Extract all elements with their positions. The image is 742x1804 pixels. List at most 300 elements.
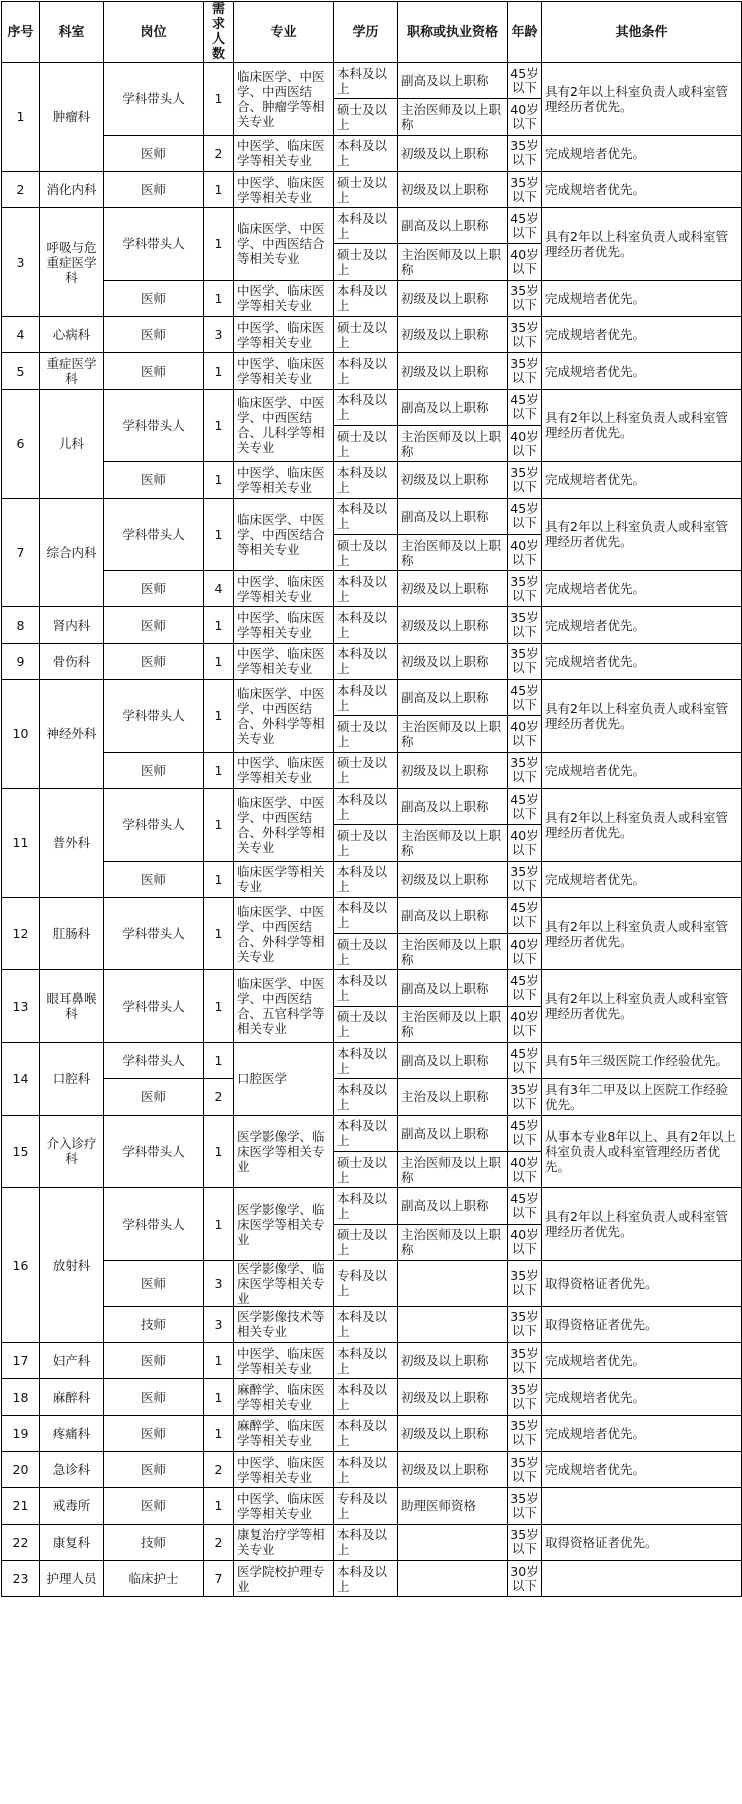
table-cell: 技师 [104,1306,204,1342]
table-row [2,607,742,643]
table-cell: 1 [204,1488,234,1524]
table-cell: 21 [2,1488,40,1524]
table-cell: 20 [2,1451,40,1487]
table-cell: 副高及以上职称 [398,208,508,244]
table-row [2,389,742,425]
table-cell: 35岁以下 [508,1451,542,1487]
table-cell: 本科及以上 [334,1306,398,1342]
table-cell: 初级及以上职称 [398,571,508,607]
table-cell: 初级及以上职称 [398,643,508,679]
header-headcount: 需求人数 [204,2,234,63]
table-cell: 医师 [104,1488,204,1524]
table-cell: 1 [204,607,234,643]
table-cell: 硕士及以上 [334,752,398,788]
table-cell: 医师 [104,135,204,171]
table-cell: 本科及以上 [334,1524,398,1560]
table-cell: 学科带头人 [104,389,204,462]
table-cell: 1 [204,1415,234,1451]
table-cell: 副高及以上职称 [398,63,508,99]
table-cell: 本科及以上 [334,1451,398,1487]
table-cell: 硕士及以上 [334,99,398,135]
table-cell: 35岁以下 [508,1343,542,1379]
table-cell: 1 [204,208,234,281]
table-cell: 硕士及以上 [334,1006,398,1042]
table-cell: 35岁以下 [508,1306,542,1342]
table-cell: 放射科 [40,1188,104,1343]
table-body [2,63,742,1597]
table-cell: 硕士及以上 [334,171,398,207]
table-cell: 主治医师及以上职称 [398,1151,508,1187]
table-header [2,2,742,63]
table-cell: 具有2年以上科室负责人或科室管理经历者优先。 [542,498,742,571]
table-cell: 35岁以下 [508,752,542,788]
table-cell: 中医学、临床医学等相关专业 [234,1488,334,1524]
recruitment-table [1,1,742,1597]
table-cell: 1 [204,462,234,498]
table-cell: 17 [2,1343,40,1379]
table-cell: 完成规培者优先。 [542,752,742,788]
table-cell: 取得资格证者优先。 [542,1260,742,1306]
table-cell: 医师 [104,280,204,316]
table-cell: 儿科 [40,389,104,498]
table-cell: 本科及以上 [334,135,398,171]
table-cell: 完成规培者优先。 [542,171,742,207]
table-cell: 本科及以上 [334,462,398,498]
table-cell: 具有2年以上科室负责人或科室管理经历者优先。 [542,897,742,970]
table-cell: 医学影像学、临床医学等相关专业 [234,1188,334,1261]
table-cell: 具有3年二甲及以上医院工作经验优先。 [542,1079,742,1115]
table-cell: 1 [204,171,234,207]
table-cell: 从事本专业8年以上、具有2年以上科室负责人或科室管理经历者优先。 [542,1115,742,1188]
table-cell: 30岁以下 [508,1560,542,1596]
header-major: 专业 [234,2,334,63]
table-cell [398,1306,508,1342]
table-cell: 35岁以下 [508,462,542,498]
table-cell: 40岁以下 [508,425,542,461]
table-cell: 完成规培者优先。 [542,1451,742,1487]
table-cell: 40岁以下 [508,1224,542,1260]
table-cell: 初级及以上职称 [398,1343,508,1379]
table-row [2,1415,742,1451]
table-cell: 具有2年以上科室负责人或科室管理经历者优先。 [542,680,742,753]
table-cell: 硕士及以上 [334,1151,398,1187]
table-cell: 中医学、临床医学等相关专业 [234,280,334,316]
table-cell: 主治医师及以上职称 [398,934,508,970]
table-cell: 医师 [104,643,204,679]
table-cell: 中医学、临床医学等相关专业 [234,643,334,679]
table-cell: 完成规培者优先。 [542,1343,742,1379]
table-cell: 本科及以上 [334,1188,398,1224]
table-cell: 40岁以下 [508,1006,542,1042]
table-row [2,897,742,933]
table-cell: 初级及以上职称 [398,317,508,353]
table-row [2,788,742,824]
table-cell: 本科及以上 [334,1415,398,1451]
table-cell: 完成规培者优先。 [542,280,742,316]
table-cell: 学科带头人 [104,970,204,1043]
table-row [2,353,742,389]
table-cell: 医学院校护理专业 [234,1560,334,1596]
table-cell: 9 [2,643,40,679]
table-cell: 本科及以上 [334,208,398,244]
table-cell: 1 [204,1343,234,1379]
table-cell: 口腔医学 [234,1043,334,1116]
recruitment-table-wrap [1,1,742,1597]
table-cell: 16 [2,1188,40,1343]
table-cell: 完成规培者优先。 [542,1379,742,1415]
table-cell: 13 [2,970,40,1043]
table-row [2,970,742,1006]
table-cell: 医学影像技术等相关专业 [234,1306,334,1342]
table-cell: 主治医师及以上职称 [398,1224,508,1260]
table-cell: 普外科 [40,788,104,897]
table-cell: 具有5年三级医院工作经验优先。 [542,1043,742,1079]
table-cell: 主治医师及以上职称 [398,425,508,461]
table-row [2,1115,742,1151]
header-department: 科室 [40,2,104,63]
table-cell: 具有2年以上科室负责人或科室管理经历者优先。 [542,788,742,861]
table-cell: 中医学、临床医学等相关专业 [234,571,334,607]
table-cell: 主治医师及以上职称 [398,244,508,280]
table-cell: 中医学、临床医学等相关专业 [234,462,334,498]
table-cell: 主治医师及以上职称 [398,1006,508,1042]
table-cell: 完成规培者优先。 [542,317,742,353]
table-cell: 35岁以下 [508,861,542,897]
table-cell [398,1560,508,1596]
table-row [2,861,742,897]
header-title: 职称或执业资格 [398,2,508,63]
table-row [2,1379,742,1415]
table-cell: 35岁以下 [508,1260,542,1306]
table-cell: 医师 [104,1451,204,1487]
table-cell: 学科带头人 [104,680,204,753]
table-cell: 7 [2,498,40,607]
table-cell: 具有2年以上科室负责人或科室管理经历者优先。 [542,970,742,1043]
table-cell: 医师 [104,353,204,389]
table-cell: 7 [204,1560,234,1596]
table-row [2,1524,742,1560]
table-cell: 1 [204,1188,234,1261]
table-cell: 中医学、临床医学等相关专业 [234,353,334,389]
table-row [2,208,742,244]
table-cell: 本科及以上 [334,1560,398,1596]
table-cell: 45岁以下 [508,498,542,534]
table-cell: 45岁以下 [508,897,542,933]
table-cell: 医学影像学、临床医学等相关专业 [234,1260,334,1306]
table-cell: 具有2年以上科室负责人或科室管理经历者优先。 [542,1188,742,1261]
table-cell: 医师 [104,1079,204,1115]
table-row [2,1488,742,1524]
table-cell: 35岁以下 [508,1488,542,1524]
table-cell: 本科及以上 [334,607,398,643]
table-row [2,462,742,498]
table-cell: 35岁以下 [508,317,542,353]
table-cell: 学科带头人 [104,897,204,970]
table-cell: 医师 [104,1415,204,1451]
table-cell: 学科带头人 [104,1043,204,1079]
table-cell: 初级及以上职称 [398,607,508,643]
table-cell: 副高及以上职称 [398,1043,508,1079]
table-cell: 1 [204,970,234,1043]
table-cell: 肿瘤科 [40,63,104,172]
table-cell: 40岁以下 [508,534,542,570]
table-cell: 戒毒所 [40,1488,104,1524]
table-cell: 本科及以上 [334,63,398,99]
table-cell: 康复科 [40,1524,104,1560]
table-cell: 妇产科 [40,1343,104,1379]
header-education: 学历 [334,2,398,63]
table-cell: 1 [204,1115,234,1188]
table-cell: 完成规培者优先。 [542,353,742,389]
table-cell: 40岁以下 [508,99,542,135]
table-cell: 45岁以下 [508,389,542,425]
table-cell: 医师 [104,571,204,607]
table-cell: 12 [2,897,40,970]
table-row [2,1343,742,1379]
table-cell: 硕士及以上 [334,244,398,280]
table-cell: 4 [2,317,40,353]
table-cell: 临床医学、中医学、中西医结合、外科学等相关专业 [234,680,334,753]
table-cell: 35岁以下 [508,171,542,207]
table-cell: 疼痛科 [40,1415,104,1451]
table-cell: 主治及以上职称 [398,1079,508,1115]
table-row [2,317,742,353]
table-cell: 综合内科 [40,498,104,607]
table-cell: 硕士及以上 [334,1224,398,1260]
table-cell: 2 [2,171,40,207]
table-cell: 1 [204,788,234,861]
table-cell: 学科带头人 [104,208,204,281]
table-cell: 副高及以上职称 [398,389,508,425]
table-row [2,680,742,716]
table-cell: 临床护士 [104,1560,204,1596]
table-cell: 取得资格证者优先。 [542,1306,742,1342]
table-cell [542,1488,742,1524]
table-cell: 初级及以上职称 [398,1379,508,1415]
table-cell: 学科带头人 [104,1115,204,1188]
table-cell: 15 [2,1115,40,1188]
table-cell: 硕士及以上 [334,716,398,752]
header-row [2,2,742,63]
table-cell: 学科带头人 [104,63,204,136]
table-cell: 麻醉学、临床医学等相关专业 [234,1379,334,1415]
table-cell: 40岁以下 [508,716,542,752]
table-row [2,135,742,171]
table-cell: 具有2年以上科室负责人或科室管理经历者优先。 [542,389,742,462]
table-cell: 完成规培者优先。 [542,462,742,498]
table-cell: 45岁以下 [508,208,542,244]
table-cell: 副高及以上职称 [398,498,508,534]
table-cell: 4 [204,571,234,607]
table-cell: 副高及以上职称 [398,1115,508,1151]
table-cell: 医师 [104,171,204,207]
table-cell: 护理人员 [40,1560,104,1596]
table-cell: 中医学、临床医学等相关专业 [234,317,334,353]
table-cell: 康复治疗学等相关专业 [234,1524,334,1560]
table-cell: 本科及以上 [334,680,398,716]
table-cell: 医师 [104,1343,204,1379]
table-cell: 硕士及以上 [334,534,398,570]
table-cell: 副高及以上职称 [398,680,508,716]
table-cell: 医师 [104,462,204,498]
table-cell: 学科带头人 [104,1188,204,1261]
table-cell: 学科带头人 [104,498,204,571]
table-row [2,1188,742,1224]
table-cell: 主治医师及以上职称 [398,825,508,861]
table-row [2,1560,742,1596]
table-cell: 45岁以下 [508,1188,542,1224]
table-cell: 临床医学等相关专业 [234,861,334,897]
table-cell: 35岁以下 [508,1379,542,1415]
table-cell: 35岁以下 [508,1524,542,1560]
table-cell: 6 [2,389,40,498]
table-cell: 初级及以上职称 [398,1415,508,1451]
table-cell: 麻醉学、临床医学等相关专业 [234,1415,334,1451]
table-row [2,1451,742,1487]
table-cell: 心病科 [40,317,104,353]
table-cell: 医师 [104,1379,204,1415]
table-cell: 初级及以上职称 [398,135,508,171]
table-cell: 医师 [104,861,204,897]
table-cell: 1 [204,389,234,462]
table-cell: 副高及以上职称 [398,970,508,1006]
table-cell: 40岁以下 [508,934,542,970]
table-cell: 临床医学、中医学、中西医结合、肿瘤学等相关专业 [234,63,334,136]
table-cell: 中医学、临床医学等相关专业 [234,607,334,643]
table-cell: 35岁以下 [508,1415,542,1451]
table-cell: 医师 [104,752,204,788]
table-cell: 医师 [104,607,204,643]
table-cell [542,1560,742,1596]
table-cell: 35岁以下 [508,643,542,679]
table-cell: 23 [2,1560,40,1596]
table-cell: 具有2年以上科室负责人或科室管理经历者优先。 [542,63,742,136]
table-cell: 2 [204,135,234,171]
table-cell: 专科及以上 [334,1260,398,1306]
table-cell: 副高及以上职称 [398,788,508,824]
header-age: 年龄 [508,2,542,63]
table-cell: 3 [204,1260,234,1306]
table-cell: 45岁以下 [508,1043,542,1079]
table-cell: 3 [204,1306,234,1342]
table-cell: 医学影像学、临床医学等相关专业 [234,1115,334,1188]
table-cell: 40岁以下 [508,825,542,861]
table-cell: 临床医学、中医学、中西医结合、外科学等相关专业 [234,897,334,970]
table-cell: 主治医师及以上职称 [398,716,508,752]
table-cell: 医师 [104,317,204,353]
table-row [2,1306,742,1342]
table-cell: 本科及以上 [334,1115,398,1151]
table-cell: 3 [2,208,40,317]
table-cell: 口腔科 [40,1043,104,1116]
table-cell: 35岁以下 [508,353,542,389]
header-other: 其他条件 [542,2,742,63]
table-cell: 45岁以下 [508,63,542,99]
table-cell: 初级及以上职称 [398,171,508,207]
table-cell: 临床医学、中医学、中西医结合、外科学等相关专业 [234,788,334,861]
table-cell: 1 [204,861,234,897]
table-cell: 3 [204,317,234,353]
table-cell: 1 [204,1379,234,1415]
table-cell: 本科及以上 [334,1379,398,1415]
table-cell: 技师 [104,1524,204,1560]
table-cell: 1 [2,63,40,172]
table-cell: 1 [204,498,234,571]
table-cell: 医师 [104,1260,204,1306]
table-cell: 本科及以上 [334,571,398,607]
table-cell: 1 [204,643,234,679]
table-cell: 眼耳鼻喉科 [40,970,104,1043]
table-row [2,171,742,207]
table-cell: 14 [2,1043,40,1116]
table-cell: 专科及以上 [334,1488,398,1524]
table-cell: 1 [204,680,234,753]
table-cell: 完成规培者优先。 [542,571,742,607]
table-cell: 本科及以上 [334,861,398,897]
table-cell: 硕士及以上 [334,425,398,461]
table-cell: 本科及以上 [334,280,398,316]
table-cell: 1 [204,63,234,136]
table-cell: 40岁以下 [508,1151,542,1187]
table-cell: 助理医师资格 [398,1488,508,1524]
table-cell: 学科带头人 [104,788,204,861]
table-row [2,643,742,679]
table-cell: 2 [204,1451,234,1487]
table-cell: 中医学、临床医学等相关专业 [234,135,334,171]
table-row [2,1079,742,1115]
header-position: 岗位 [104,2,204,63]
table-cell: 消化内科 [40,171,104,207]
table-cell: 副高及以上职称 [398,1188,508,1224]
table-cell: 重症医学科 [40,353,104,389]
table-cell: 8 [2,607,40,643]
table-cell: 19 [2,1415,40,1451]
table-row [2,1043,742,1079]
table-cell: 初级及以上职称 [398,353,508,389]
table-cell: 2 [204,1524,234,1560]
table-cell: 临床医学、中医学、中西医结合等相关专业 [234,498,334,571]
table-cell: 35岁以下 [508,571,542,607]
table-cell: 中医学、临床医学等相关专业 [234,171,334,207]
table-cell: 10 [2,680,40,789]
table-cell: 硕士及以上 [334,934,398,970]
table-cell: 硕士及以上 [334,825,398,861]
table-cell: 22 [2,1524,40,1560]
table-cell: 本科及以上 [334,353,398,389]
table-cell: 完成规培者优先。 [542,861,742,897]
table-row [2,63,742,99]
table-cell: 肛肠科 [40,897,104,970]
table-cell: 本科及以上 [334,788,398,824]
table-cell: 主治医师及以上职称 [398,99,508,135]
table-cell: 副高及以上职称 [398,897,508,933]
table-cell: 35岁以下 [508,1079,542,1115]
table-cell: 本科及以上 [334,389,398,425]
table-cell: 45岁以下 [508,788,542,824]
table-row [2,571,742,607]
table-cell: 骨伤科 [40,643,104,679]
table-cell: 本科及以上 [334,1079,398,1115]
table-cell: 1 [204,1043,234,1079]
table-cell: 1 [204,353,234,389]
table-cell: 35岁以下 [508,607,542,643]
table-cell: 5 [2,353,40,389]
table-cell: 介入诊疗科 [40,1115,104,1188]
table-cell: 急诊科 [40,1451,104,1487]
table-cell: 本科及以上 [334,897,398,933]
table-cell: 临床医学、中医学、中西医结合等相关专业 [234,208,334,281]
header-index: 序号 [2,2,40,63]
